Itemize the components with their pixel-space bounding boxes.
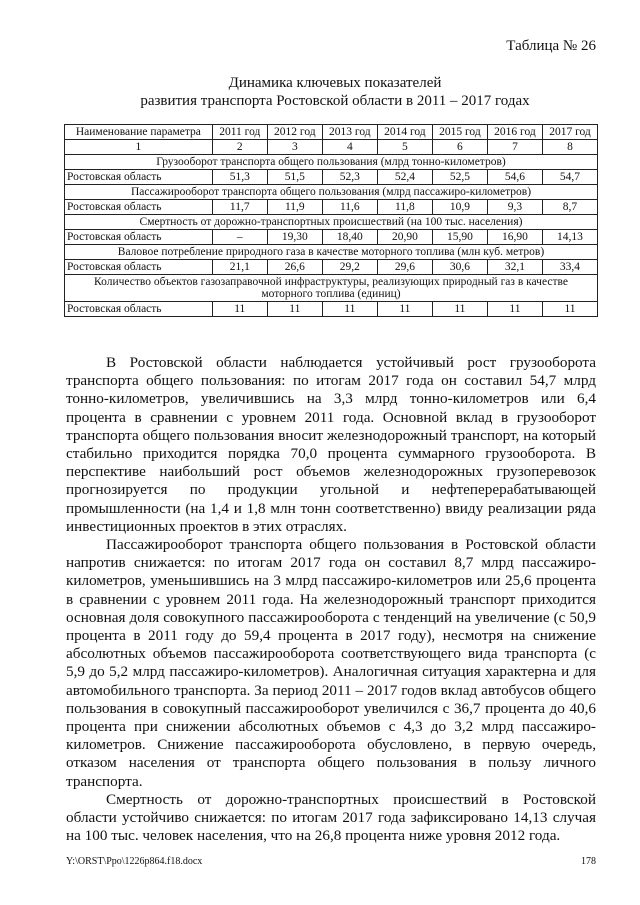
data-cell: 52,4 (377, 170, 432, 185)
data-cell: 29,2 (322, 260, 377, 275)
data-cell: 15,90 (432, 230, 487, 245)
row-label: Ростовская область (65, 260, 213, 275)
column-number-cell: 6 (432, 140, 487, 155)
data-cell: 11 (322, 302, 377, 317)
header-cell: 2013 год (322, 125, 377, 140)
data-cell: 54,6 (487, 170, 542, 185)
column-number-cell: 4 (322, 140, 377, 155)
header-cell: 2015 год (432, 125, 487, 140)
paragraph-2: Пассажирооборот транспорта общего пользования в Ростовской области напротив снижается: по итогам 2017 года он составил 8,7 млрд пассажиро-километров, уменьшившись на 3 млрд пассажиро-километров или 25,6 процента в сравнении с уровнем 2011 года. На железнодорожный транспорт приходится основная доля совокупного пассажирооборота с тенденций на увеличение (с 50,9 процента в 2011 году до 59,4 процента в 2017 году), несмотря на снижение абсолютных объемов пассажирооборота соответствующего вида транспорта (с 5,9 до 5,2 млрд пассажиро-километров). Аналогичная ситуация характерна и для автомобильного транспорта. За период 2011 – 2017 годов вклад автобусов общего пользования в совокупный пассажирооборот увеличился с 36,7 процента до 40,6 процента при снижении абсолютных объемов с 4,3 до 3,2 млрд пассажиро-километров. Снижение пассажирооборота обусловлено, в первую очередь, отказом населения от транспорта общего пользования в пользу личного транспорта. (66, 536, 596, 790)
data-cell: 11 (432, 302, 487, 317)
title-line-2: развития транспорта Ростовской области в 2011 – 2017 годах (140, 93, 530, 109)
data-cell: 11,8 (377, 200, 432, 215)
table-row (65, 302, 598, 317)
row-label: Ростовская область (65, 170, 213, 185)
data-cell: 14,13 (542, 230, 597, 245)
header-cell: 2014 год (377, 125, 432, 140)
section-header-row (65, 275, 598, 302)
section-header-row (65, 215, 598, 230)
section-header-row (65, 245, 598, 260)
data-cell: 51,3 (212, 170, 267, 185)
data-cell: 30,6 (432, 260, 487, 275)
row-label: Ростовская область (65, 302, 213, 317)
paragraph-3: Смертность от дорожно-транспортных происшествий в Ростовской области устойчиво снижается: по итогам 2017 года зафиксировано 14,13 случая на 100 тыс. человек населения, что на 26,8 процента ниже уровня 2012 года. (66, 790, 596, 845)
data-cell: 11,6 (322, 200, 377, 215)
section-title: Количество объектов газозаправочной инфраструктуры, реализующих природный газ в качестве моторного топлива (единиц) (65, 275, 598, 302)
column-number-cell: 3 (267, 140, 322, 155)
data-cell: 18,40 (322, 230, 377, 245)
data-cell: 11,7 (212, 200, 267, 215)
data-cell: 33,4 (542, 260, 597, 275)
section-title: Валовое потребление природного газа в качестве моторного топлива (млн куб. метров) (65, 245, 598, 260)
table-title (0, 74, 640, 110)
data-cell: 11,9 (267, 200, 322, 215)
section-title: Грузооборот транспорта общего пользования (млрд тонно-километров) (65, 155, 598, 170)
data-cell: 32,1 (487, 260, 542, 275)
section-title: Пассажирооборот транспорта общего пользования (млрд пассажиро-километров) (65, 185, 598, 200)
paragraph-1: В Ростовской области наблюдается устойчивый рост грузооборота транспорта общего пользования: по итогам 2017 года он составил 54,7 млрд тонно-километров, увеличившись на 3,3 млрд тонно-километров или 6,4 процента в сравнении с уровнем 2011 года. Основной вклад в грузооборот транспорта общего пользования вносит железнодорожный транспорт, на который стабильно приходится порядка 70,0 процента суммарного грузооборота. В перспективе наибольший рост объемов железнодорожных грузоперевозок прогнозируется по продукции угольной и нефтеперерабатывающей промышленности (на 1,4 и 1,8 млн тонн соответственно) ввиду реализации ряда инвестиционных проектов в этих отраслях. (66, 354, 596, 535)
data-cell: 54,7 (542, 170, 597, 185)
data-cell: 21,1 (212, 260, 267, 275)
data-cell: 16,90 (487, 230, 542, 245)
data-cell: – (212, 230, 267, 245)
column-number-cell: 5 (377, 140, 432, 155)
column-number-row (65, 140, 598, 155)
column-number-cell: 1 (65, 140, 213, 155)
data-cell: 11 (267, 302, 322, 317)
page-number: 178 (581, 856, 596, 867)
indicators-table (64, 124, 598, 317)
row-label: Ростовская область (65, 230, 213, 245)
data-cell: 11 (487, 302, 542, 317)
data-cell: 10,9 (432, 200, 487, 215)
table-row (65, 200, 598, 215)
header-cell: 2016 год (487, 125, 542, 140)
data-cell: 11 (212, 302, 267, 317)
column-number-cell: 2 (212, 140, 267, 155)
file-path: Y:\ORST\Ppo\1226p864.f18.docx (66, 856, 203, 867)
data-cell: 11 (542, 302, 597, 317)
body-text (66, 354, 596, 845)
data-cell: 8,7 (542, 200, 597, 215)
table-number: Таблица № 26 (506, 38, 596, 54)
data-cell: 19,30 (267, 230, 322, 245)
data-cell: 51,5 (267, 170, 322, 185)
header-cell: Наименование параметра (65, 125, 213, 140)
table-row (65, 230, 598, 245)
header-cell: 2012 год (267, 125, 322, 140)
section-header-row (65, 155, 598, 170)
section-header-row (65, 185, 598, 200)
header-cell: 2017 год (542, 125, 597, 140)
row-label: Ростовская область (65, 200, 213, 215)
title-line-1: Динамика ключевых показателей (228, 75, 442, 91)
column-number-cell: 8 (542, 140, 597, 155)
data-cell: 52,5 (432, 170, 487, 185)
data-cell: 11 (377, 302, 432, 317)
header-row (65, 125, 598, 140)
data-cell: 26,6 (267, 260, 322, 275)
table-row (65, 170, 598, 185)
page-footer (66, 856, 596, 867)
data-cell: 52,3 (322, 170, 377, 185)
table-row (65, 260, 598, 275)
data-cell: 20,90 (377, 230, 432, 245)
data-cell: 29,6 (377, 260, 432, 275)
data-cell: 9,3 (487, 200, 542, 215)
column-number-cell: 7 (487, 140, 542, 155)
section-title: Смертность от дорожно-транспортных происшествий (на 100 тыс. населения) (65, 215, 598, 230)
header-cell: 2011 год (212, 125, 267, 140)
